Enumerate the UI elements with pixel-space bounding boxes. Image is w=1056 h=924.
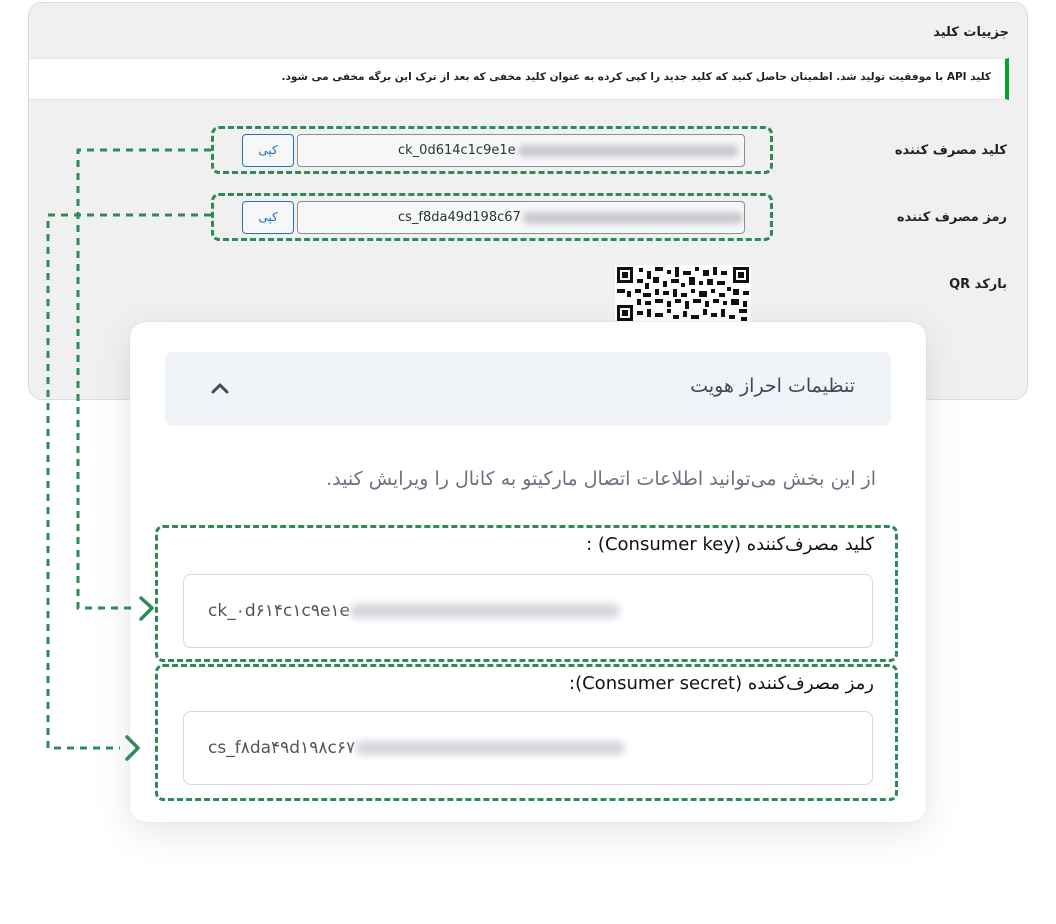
panel-title: جزییات کلید [933,25,1009,40]
consumer-key-input[interactable]: ck_۰d۶۱۴c۱c۹e۱e [183,574,873,648]
consumer-secret-label: رمز مصرف‌کننده (Consumer secret): [569,673,874,694]
highlight-key-box [211,126,773,174]
consumer-secret-label: رمز مصرف کننده [896,210,1007,225]
auth-settings-accordion-header[interactable] [165,352,891,426]
consumer-key-field[interactable]: ck_0d614c1c9e1e [297,134,745,167]
consumer-secret-field[interactable]: cs_f8da49d198c67 [297,201,745,234]
section-description: از این بخش می‌توانید اطلاعات اتصال مارکیتو به کانال را ویرایش کنید. [326,468,876,490]
chevron-up-icon[interactable] [209,377,231,399]
notice-text: کلید API با موفقیت تولید شد. اطمینان حاصل کنید که کلید جدید را کپی کرده به عنوان کلید مخفی که بعد از ترک این برگه مخفی می شود. [281,71,991,83]
copy-secret-button[interactable]: کپی [242,201,294,234]
success-notice [29,58,1009,100]
copy-key-button[interactable]: کپی [242,134,294,167]
consumer-key-label: کلید مصرف کننده [894,143,1007,158]
highlight-card-key-box [155,525,898,662]
highlight-card-secret-box [155,664,898,801]
consumer-key-label: کلید مصرف‌کننده (Consumer key) : [586,534,874,555]
qr-code-image [615,265,751,323]
accordion-title: تنظیمات احراز هویت [690,375,855,397]
consumer-secret-input[interactable]: cs_f۸da۴۹d۱۹۸c۶۷ [183,711,873,785]
qr-label: بارکد QR [949,277,1007,292]
highlight-secret-box [211,193,773,241]
